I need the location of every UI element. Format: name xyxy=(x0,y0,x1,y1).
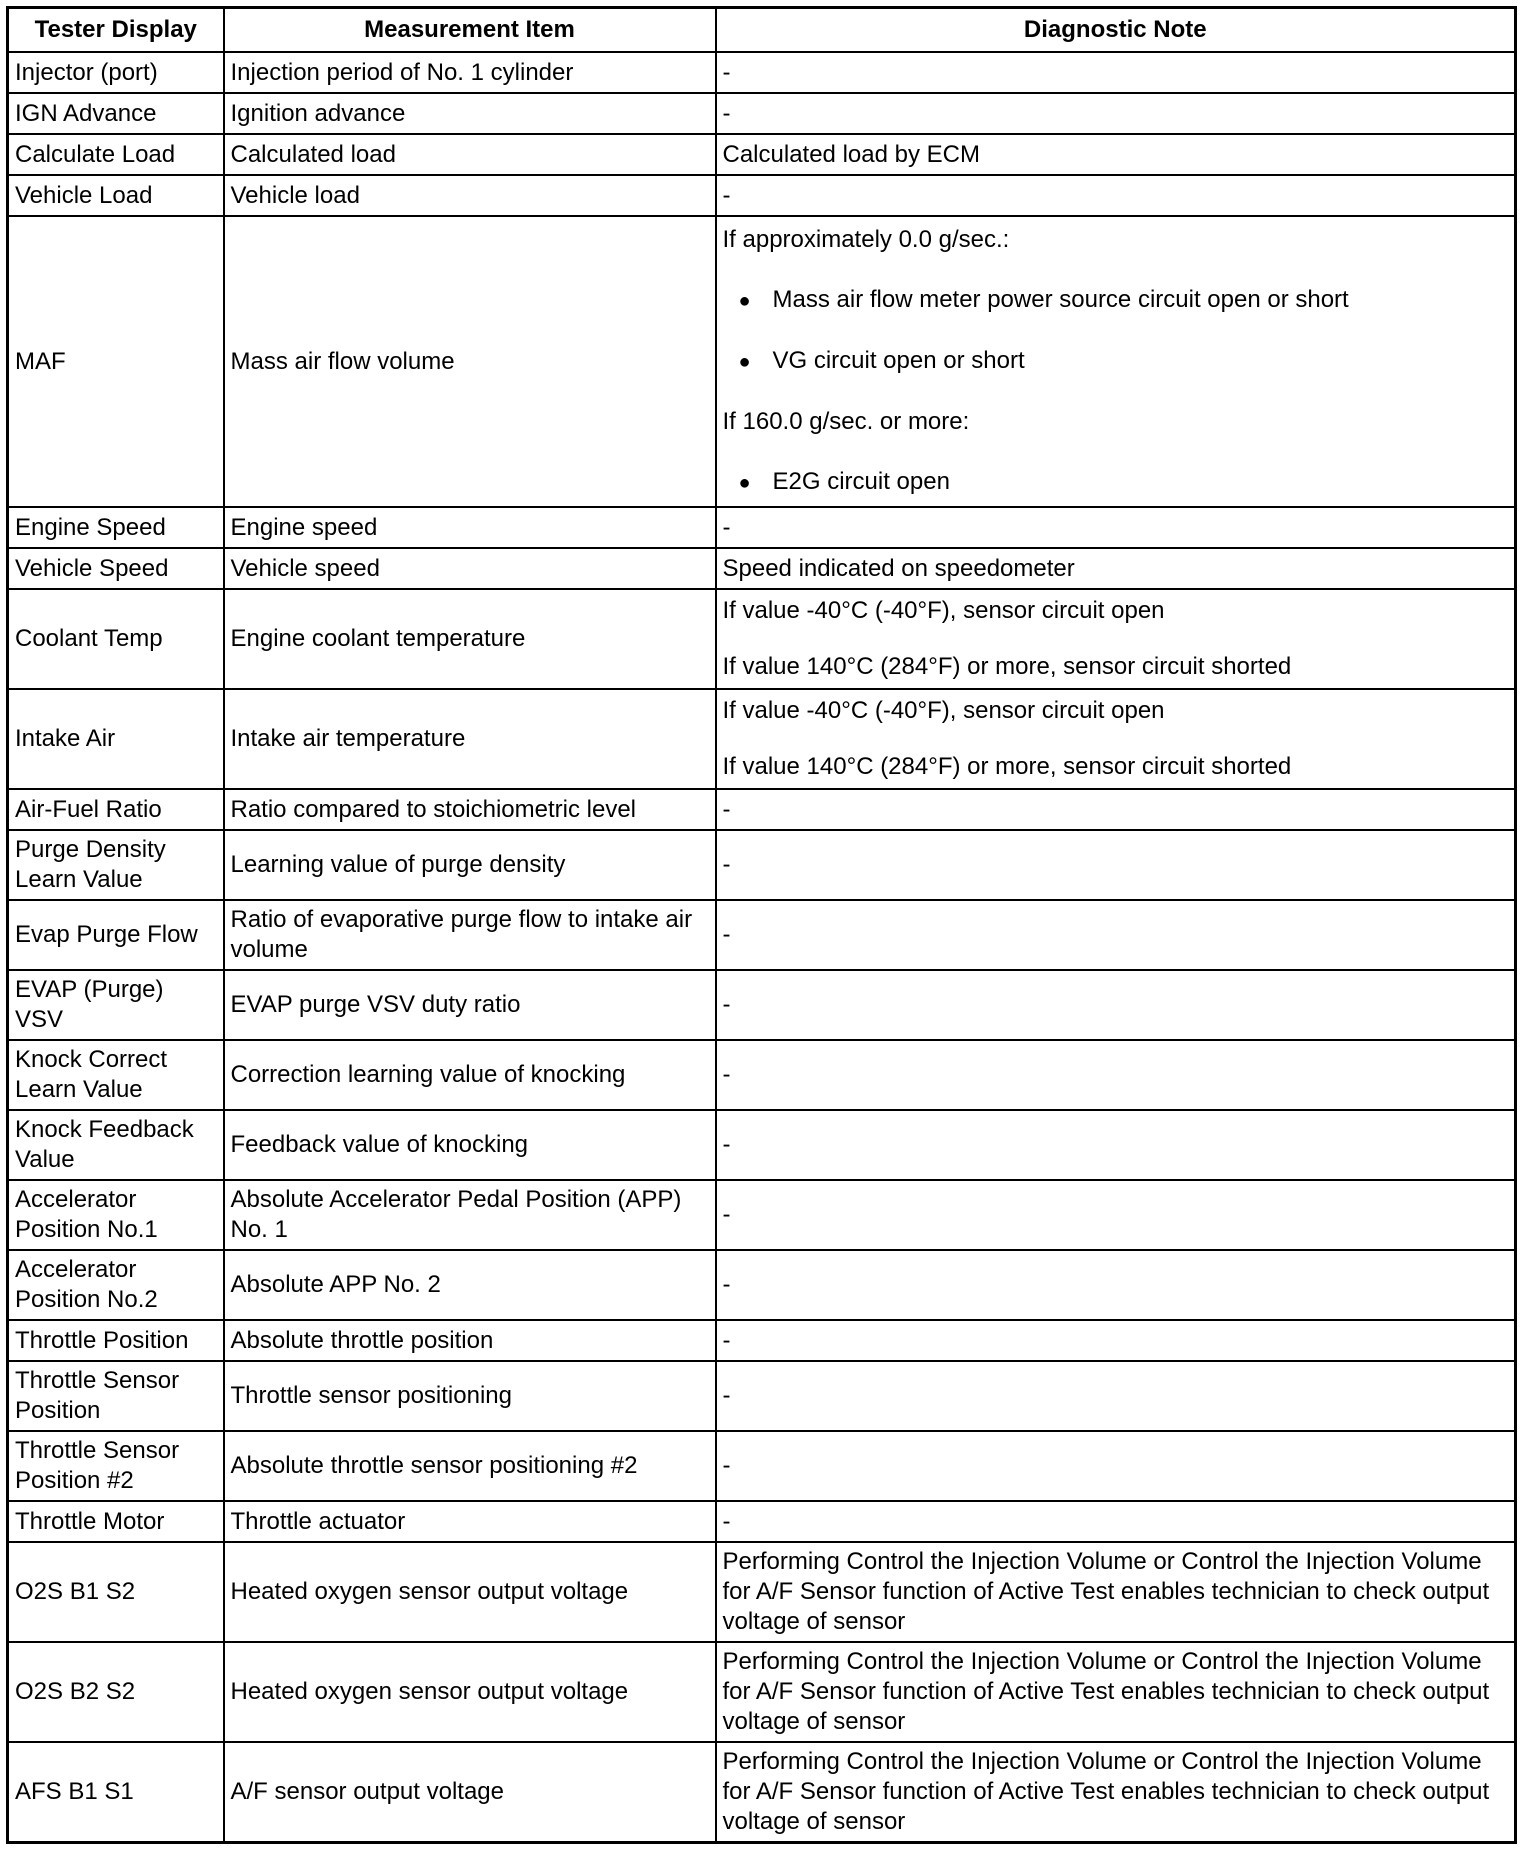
tester-display-cell: Throttle Sensor Position xyxy=(8,1361,224,1431)
table-row xyxy=(8,1501,1516,1542)
header-row xyxy=(8,8,1516,53)
note-bullet: ● E2G circuit open xyxy=(723,461,1509,504)
measurement-item-cell: Heated oxygen sensor output voltage xyxy=(224,1542,716,1642)
diagnostic-note-cell: - xyxy=(716,789,1516,830)
table-row xyxy=(8,1250,1516,1320)
table-row xyxy=(8,1180,1516,1250)
diagnostic-note-cell: Performing Control the Injection Volume or Control the Injection Volume for A/F Sensor function of Active Test enables technician to check output voltage of sensor xyxy=(716,1742,1516,1843)
measurement-item-cell: Injection period of No. 1 cylinder xyxy=(224,52,716,93)
table-row xyxy=(8,134,1516,175)
diagnostic-note-cell: - xyxy=(716,830,1516,900)
measurement-item-cell: Correction learning value of knocking xyxy=(224,1040,716,1110)
diagnostic-note-cell: - xyxy=(716,52,1516,93)
data-list-table xyxy=(6,6,1517,1844)
measurement-item-cell: Absolute Accelerator Pedal Position (APP) No. 1 xyxy=(224,1180,716,1250)
table-row xyxy=(8,216,1516,507)
measurement-item-cell: Ratio of evaporative purge flow to intake air volume xyxy=(224,900,716,970)
table-row xyxy=(8,175,1516,216)
tester-display-cell: Throttle Sensor Position #2 xyxy=(8,1431,224,1501)
table-row xyxy=(8,1542,1516,1642)
note-line: If value 140°C (284°F) or more, sensor circuit shorted xyxy=(722,653,1292,680)
measurement-item-cell: EVAP purge VSV duty ratio xyxy=(224,970,716,1040)
note-line: If value -40°C (-40°F), sensor circuit open xyxy=(722,697,1165,724)
diagnostic-note-cell: - xyxy=(716,1320,1516,1361)
measurement-item-cell: Feedback value of knocking xyxy=(224,1110,716,1180)
table-row xyxy=(8,900,1516,970)
diagnostic-note-cell: - xyxy=(716,175,1516,216)
table-row xyxy=(8,689,1516,789)
note-bullet: ● VG circuit open or short xyxy=(723,340,1509,383)
measurement-item-cell: Mass air flow volume xyxy=(224,216,716,507)
measurement-item-cell: Absolute APP No. 2 xyxy=(224,1250,716,1320)
measurement-item-cell: Learning value of purge density xyxy=(224,830,716,900)
tester-display-cell: EVAP (Purge) VSV xyxy=(8,970,224,1040)
tester-display-cell: AFS B1 S1 xyxy=(8,1742,224,1843)
measurement-item-cell: Ignition advance xyxy=(224,93,716,134)
table-row xyxy=(8,52,1516,93)
tester-display-cell: O2S B2 S2 xyxy=(8,1642,224,1742)
note-line: If 160.0 g/sec. or more: xyxy=(722,408,970,435)
tester-display-cell: Knock Feedback Value xyxy=(8,1110,224,1180)
diagnostic-note-cell: Calculated load by ECM xyxy=(716,134,1516,175)
diagnostic-note-cell: - xyxy=(716,900,1516,970)
diagnostic-note-cell: - xyxy=(716,1110,1516,1180)
tester-display-cell: Accelerator Position No.2 xyxy=(8,1250,224,1320)
table-row xyxy=(8,93,1516,134)
tester-display-cell: Engine Speed xyxy=(8,507,224,548)
measurement-item-cell: Vehicle speed xyxy=(224,548,716,589)
diagnostic-note-cell: Speed indicated on speedometer xyxy=(716,548,1516,589)
diagnostic-note-cell: Performing Control the Injection Volume or Control the Injection Volume for A/F Sensor function of Active Test enables technician to check output voltage of sensor xyxy=(716,1642,1516,1742)
diagnostic-note-cell: - xyxy=(716,1250,1516,1320)
diagnostic-note-cell xyxy=(716,689,1516,789)
measurement-item-cell: Ratio compared to stoichiometric level xyxy=(224,789,716,830)
table-row xyxy=(8,548,1516,589)
tester-display-cell: Purge Density Learn Value xyxy=(8,830,224,900)
table-row xyxy=(8,1431,1516,1501)
data-list-page xyxy=(6,6,1514,1844)
diagnostic-note-cell: - xyxy=(716,1180,1516,1250)
tester-display-cell: O2S B1 S2 xyxy=(8,1542,224,1642)
table-row xyxy=(8,589,1516,689)
note-line: If approximately 0.0 g/sec.: xyxy=(722,226,1010,253)
measurement-item-cell: Throttle actuator xyxy=(224,1501,716,1542)
table-row xyxy=(8,1642,1516,1742)
tester-display-cell: Coolant Temp xyxy=(8,589,224,689)
tester-display-cell: MAF xyxy=(8,216,224,507)
table-row xyxy=(8,1320,1516,1361)
table-row xyxy=(8,1110,1516,1180)
header-tester-display: Tester Display xyxy=(8,8,224,53)
measurement-item-cell: Vehicle load xyxy=(224,175,716,216)
table-row xyxy=(8,970,1516,1040)
note-bullet: ● Mass air flow meter power source circuit open or short xyxy=(723,279,1509,322)
measurement-item-cell: Engine speed xyxy=(224,507,716,548)
measurement-item-cell: Heated oxygen sensor output voltage xyxy=(224,1642,716,1742)
tester-display-cell: Calculate Load xyxy=(8,134,224,175)
diagnostic-note-cell: - xyxy=(716,970,1516,1040)
measurement-item-cell: Throttle sensor positioning xyxy=(224,1361,716,1431)
tester-display-cell: IGN Advance xyxy=(8,93,224,134)
table-row xyxy=(8,507,1516,548)
diagnostic-note-cell: Performing Control the Injection Volume or Control the Injection Volume for A/F Sensor function of Active Test enables technician to check output voltage of sensor xyxy=(716,1542,1516,1642)
measurement-item-cell: Absolute throttle position xyxy=(224,1320,716,1361)
tester-display-cell: Knock Correct Learn Value xyxy=(8,1040,224,1110)
measurement-item-cell: Intake air temperature xyxy=(224,689,716,789)
tester-display-cell: Evap Purge Flow xyxy=(8,900,224,970)
diagnostic-note-cell xyxy=(716,216,1516,507)
tester-display-cell: Vehicle Load xyxy=(8,175,224,216)
diagnostic-note-cell: - xyxy=(716,1431,1516,1501)
measurement-item-cell: Calculated load xyxy=(224,134,716,175)
note-line: If value -40°C (-40°F), sensor circuit open xyxy=(722,597,1165,624)
measurement-item-cell: A/F sensor output voltage xyxy=(224,1742,716,1843)
table-row xyxy=(8,1742,1516,1843)
measurement-item-cell: Engine coolant temperature xyxy=(224,589,716,689)
diagnostic-note-cell: - xyxy=(716,507,1516,548)
table-row xyxy=(8,1040,1516,1110)
diagnostic-note-cell: - xyxy=(716,1040,1516,1110)
note-line: If value 140°C (284°F) or more, sensor circuit shorted xyxy=(722,753,1292,780)
diagnostic-note-cell: - xyxy=(716,1501,1516,1542)
tester-display-cell: Intake Air xyxy=(8,689,224,789)
table-row xyxy=(8,1361,1516,1431)
tester-display-cell: Air-Fuel Ratio xyxy=(8,789,224,830)
tester-display-cell: Accelerator Position No.1 xyxy=(8,1180,224,1250)
diagnostic-note-cell xyxy=(716,589,1516,689)
table-row xyxy=(8,789,1516,830)
diagnostic-note-cell: - xyxy=(716,1361,1516,1431)
measurement-item-cell: Absolute throttle sensor positioning #2 xyxy=(224,1431,716,1501)
diagnostic-note-cell: - xyxy=(716,93,1516,134)
header-diagnostic-note: Diagnostic Note xyxy=(716,8,1516,53)
tester-display-cell: Throttle Position xyxy=(8,1320,224,1361)
tester-display-cell: Vehicle Speed xyxy=(8,548,224,589)
tester-display-cell: Injector (port) xyxy=(8,52,224,93)
table-row xyxy=(8,830,1516,900)
tester-display-cell: Throttle Motor xyxy=(8,1501,224,1542)
header-measurement-item: Measurement Item xyxy=(224,8,716,53)
